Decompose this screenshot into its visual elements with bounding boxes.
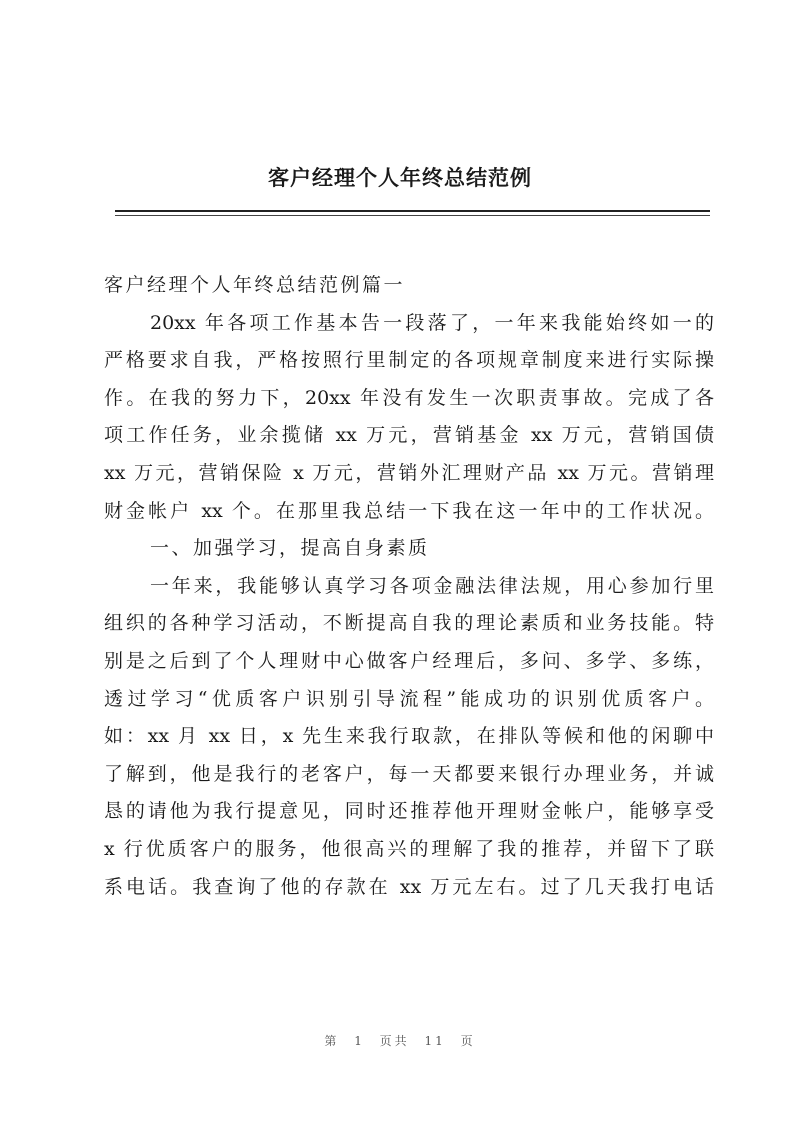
- paragraph-line: 了解到，他是我行的老客户，每一天都要来银行办理业务，并诚: [104, 762, 714, 785]
- title-rule: [115, 210, 710, 212]
- paragraph-line: xx 万元，营销保险 x 万元，营销外汇理财产品 xx 万元。营销理: [104, 461, 714, 484]
- paragraph-line: 严格要求自我，严格按照行里制定的各项规章制度来进行实际操: [104, 349, 714, 372]
- paragraph-line: 系电话。我查询了他的存款在 xx 万元左右。过了几天我打电话: [104, 875, 714, 898]
- paragraph-line: x 行优质客户的服务，他很高兴的理解了我的推荐，并留下了联: [104, 837, 714, 860]
- title-rule-thin: [115, 215, 710, 216]
- paragraph-line: 如：xx 月 xx 日，x 先生来我行取款，在排队等候和他的闲聊中: [104, 725, 714, 748]
- paragraph-line: 透过学习“优质客户识别引导流程”能成功的识别优质客户。: [104, 687, 714, 710]
- paragraph-line: 作。在我的努力下，20xx 年没有发生一次职责事故。完成了各: [104, 386, 714, 409]
- document-title: 客户经理个人年终总结范例: [268, 165, 532, 190]
- document-body: [104, 267, 714, 906]
- page-number-footer: 第 1 页共 11 页: [324, 1034, 476, 1048]
- paragraph-line: 一年来，我能够认真学习各项金融法律法规，用心参加行里: [150, 574, 714, 597]
- section-heading: 客户经理个人年终总结范例篇一: [104, 274, 406, 296]
- paragraph-line: 项工作任务，业余揽储 xx 万元，营销基金 xx 万元，营销国债: [104, 424, 714, 447]
- paragraph-line: 财金帐户 xx 个。在那里我总结一下我在这一年中的工作状况。: [104, 499, 714, 522]
- paragraph-line: 组织的各种学习活动，不断提高自我的理论素质和业务技能。特: [104, 612, 714, 635]
- paragraph-line: 恳的请他为我行提意见，同时还推荐他开理财金帐户，能够享受: [104, 800, 714, 823]
- paragraph-line: 别是之后到了个人理财中心做客户经理后，多问、多学、多练，: [104, 649, 714, 672]
- subheading: 一、加强学习，提高自身素质: [150, 537, 430, 560]
- paragraph-line: 20xx 年各项工作基本告一段落了，一年来我能始终如一的: [150, 311, 714, 334]
